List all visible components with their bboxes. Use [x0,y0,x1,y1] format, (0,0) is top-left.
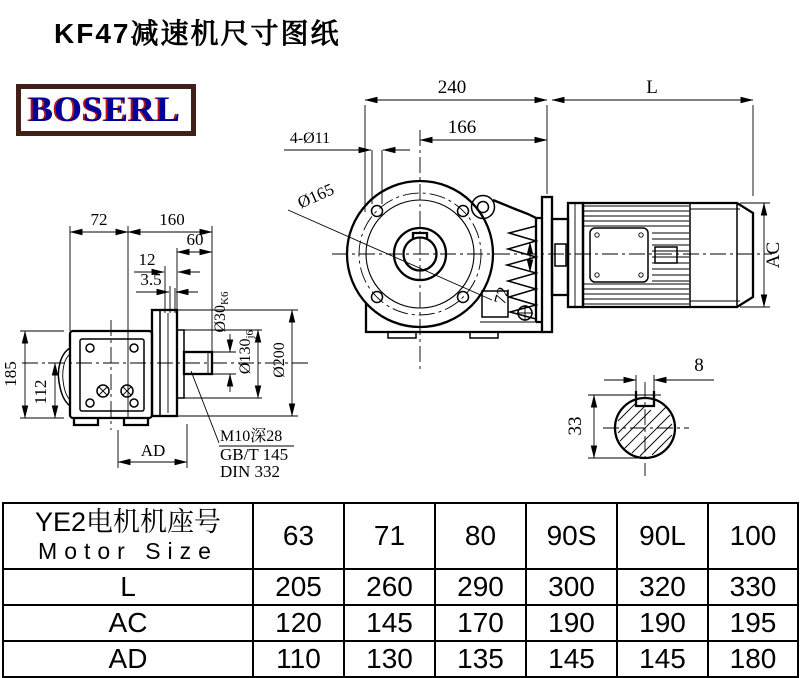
table-cell: 120 [253,605,344,641]
dim-flange-dia-label: Ø165 [294,179,337,213]
table-cell: 135 [435,641,526,677]
nameplate-screw [639,273,643,277]
terminal-detail [655,247,677,263]
dim-3-5-label: 3.5 [140,270,162,289]
dim-160-label: 160 [159,210,185,229]
table-cell: 330 [708,569,798,605]
motor-flange [568,203,583,307]
left-view-drawing [22,310,312,430]
lug-hole [478,202,489,213]
dim-L-label: L [646,77,658,98]
table-header-row [3,503,798,569]
table-header-cn: YE2电机机座号 [34,507,222,538]
table-cell: 145 [526,641,617,677]
page-title: KF47减速机尺寸图纸 [54,18,341,49]
boserl-logo-text: BOSERL [29,89,182,129]
dim-166-label: 166 [447,117,477,138]
bolt-hole [372,206,383,217]
table-cell: 190 [617,605,708,641]
table-row [3,569,798,605]
dim-rib-label: 72 [490,284,514,307]
coupling [555,244,566,266]
left-view-dimensions [1,210,298,481]
motor-fins [584,206,740,304]
dim-112-label: 112 [31,379,50,405]
motor-body [583,203,753,307]
dim-shaft-dia-label [212,291,231,333]
row-label: L [3,569,253,605]
housing-ribs [507,226,536,319]
table-header-cell [3,503,253,569]
table-cell: 205 [253,569,344,605]
dim-240-label: 240 [437,77,467,98]
note-tap: M10深28 [220,428,283,445]
dim-key-width-label: 8 [694,355,704,376]
shaft-section-drawing [565,355,714,476]
extension-lines [365,105,753,212]
dim-60-label: 60 [186,230,204,249]
dim-AD-label: AD [140,441,166,460]
flange-dia-leader [288,210,492,300]
input-flange-plate [542,197,552,332]
table-row [3,605,798,641]
bolt-holes-label: 4-Ø11 [289,130,331,147]
shaft-dia-value: Ø30 [212,304,229,333]
note-din: DIN 332 [220,462,280,481]
dim-AC-label: AC [763,241,784,269]
column-header: 100 [708,503,798,569]
row-label: AD [3,641,253,677]
table-cell: 130 [344,641,435,677]
note-gb: GB/T 145 [220,445,289,464]
table-cell: 195 [708,605,798,641]
column-header: 90L [617,503,708,569]
pilot-dia-value: Ø130 [237,338,254,375]
table-header-en: Motor Size [38,538,218,565]
table-cell: 145 [617,641,708,677]
nameplate-screw [595,273,599,277]
column-header: 90S [526,503,617,569]
table-cell: 170 [435,605,526,641]
motor-body-joints [690,203,737,307]
dim-key-depth-label: 33 [565,416,586,436]
table-cell: 180 [708,641,798,677]
cover-screw [86,344,94,352]
motor-size-table [2,502,799,678]
table-cell: 300 [526,569,617,605]
table-row [3,641,798,677]
table-cell: 320 [617,569,708,605]
table-cell: 110 [253,641,344,677]
row-label: AC [3,605,253,641]
column-header: 80 [435,503,526,569]
motor-drawing [542,197,753,332]
front-view-drawing [288,130,772,372]
cover-screw [130,399,138,407]
oil-plug-cross [517,305,533,321]
cover-screw [86,399,94,407]
column-header: 63 [253,503,344,569]
shaft-dia-tolerance: K6 [219,291,231,305]
dim-12-label: 12 [138,250,156,269]
column-header: 71 [344,503,435,569]
table-cell: 290 [435,569,526,605]
nameplate-screw [639,233,643,237]
plug-hatch [99,387,107,395]
pilot-dia-tolerance: j6 [244,329,256,339]
table-cell: 145 [344,605,435,641]
nameplate-screw [595,233,599,237]
dim-185-label: 185 [1,361,20,387]
cover-screw [130,344,138,352]
table-cell: 190 [526,605,617,641]
dim-72-label: 72 [90,210,108,229]
table-cell: 260 [344,569,435,605]
dim-pilot-dia-label [237,329,256,374]
dim-flange200-label: Ø200 [271,342,288,378]
plug-hatch [123,387,131,395]
housing-cover [80,339,144,411]
